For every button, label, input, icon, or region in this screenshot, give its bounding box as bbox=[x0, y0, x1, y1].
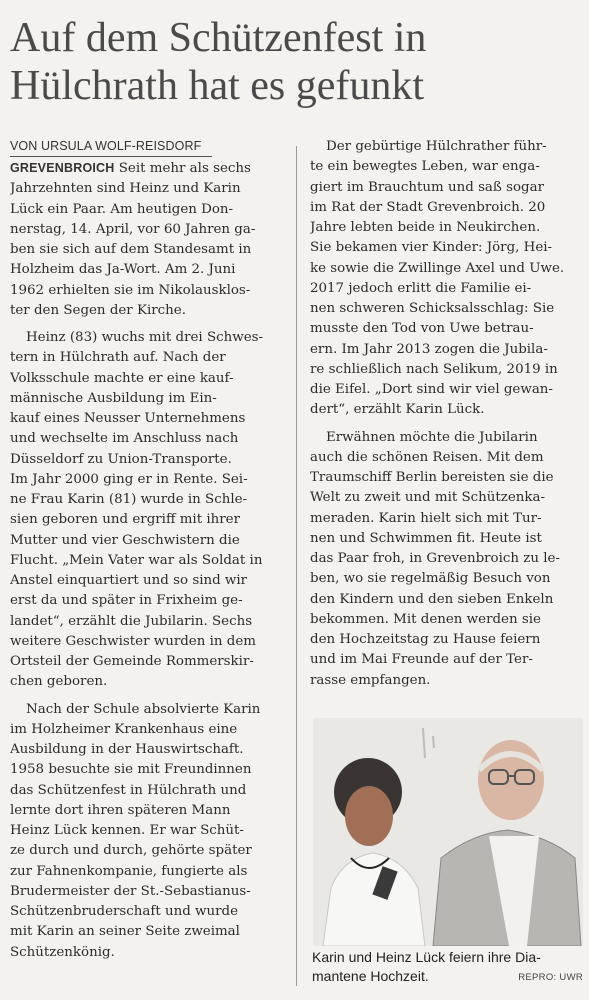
text-fragment: Seit mehr als sechs bbox=[114, 161, 251, 176]
text-line: ben, wo sie regelmäßig Besuch von bbox=[310, 571, 551, 587]
couple-photo-image bbox=[313, 718, 583, 946]
text-line: den Hochzeitstag zu Hause feiern bbox=[310, 632, 541, 647]
text-line: Lück ein Paar. Am heutigen Don- bbox=[10, 201, 234, 217]
couple-photo bbox=[313, 718, 583, 946]
right-column bbox=[310, 137, 582, 698]
text-line: das Schützenfest in Hülchrath und bbox=[10, 782, 247, 798]
text-line: Holzheim das Ja-Wort. Am 2. Juni bbox=[10, 262, 236, 278]
text-line: Heinz Lück kennen. Er war Schüt- bbox=[10, 823, 244, 838]
text-line: dert“, erzählt Karin Lück. bbox=[310, 402, 485, 418]
text-line: ter den Segen der Kirche. bbox=[10, 302, 186, 318]
text-line: Sie bekamen vier Kinder: Jörg, Hei- bbox=[310, 240, 553, 256]
text-line: Flucht. „Mein Vater war als Soldat in bbox=[10, 552, 263, 568]
text-line: lernte dort ihren späteren Mann bbox=[10, 802, 231, 818]
text-line: Schützenbruderschaft und wurde bbox=[10, 904, 239, 919]
text-line: nen schweren Schicksalsschlag: Sie bbox=[310, 301, 555, 316]
text-line: die Eifel. „Dort sind wir viel gewan- bbox=[310, 382, 553, 397]
text-line: sien geboren und ergriff mit ihrer bbox=[10, 512, 240, 528]
text-line: ke sowie die Zwillinge Axel und Uwe. bbox=[310, 260, 565, 276]
text-line: Anstel einquartiert und so sind wir bbox=[10, 573, 248, 588]
text-line: 1962 erhielten sie im Nikolausklos- bbox=[10, 282, 251, 298]
text-line: Mutter und vier Geschwistern die bbox=[10, 532, 240, 548]
text-line: Volksschule machte er eine kauf- bbox=[10, 370, 234, 386]
text-line: Ausbildung in der Hauswirtschaft. bbox=[10, 742, 244, 757]
text-line: und im Mai Freunde auf der Ter- bbox=[310, 652, 533, 668]
text-line: erst da und später in Frixheim ge- bbox=[10, 593, 243, 609]
text-line: meraden. Karin hielt sich mit Tur- bbox=[310, 510, 542, 526]
text-line: ne Frau Karin (81) wurde in Schle- bbox=[10, 492, 248, 507]
text-line: nen und Schwimmen fit. Heute ist bbox=[310, 530, 542, 546]
text-line: Nach der Schule absolvierte Karin bbox=[26, 701, 261, 717]
text-line: Jahre lebten beide in Neukirchen. bbox=[310, 220, 541, 235]
headline-line: Hülchrath hat es gefunkt bbox=[10, 63, 425, 109]
text-line: Ortsteil der Gemeinde Rommerskir- bbox=[10, 654, 254, 669]
text-line: chen geboren. bbox=[10, 674, 108, 690]
text-line: giert im Brauchtum und saß sogar bbox=[310, 179, 545, 195]
text-line: rasse empfangen. bbox=[310, 672, 431, 688]
text-line: auch die schönen Reisen. Mit dem bbox=[310, 449, 544, 465]
text-line: landet“, erzählt die Jubilarin. Sechs bbox=[10, 613, 253, 629]
text-line: kauf eines Neusser Unternehmens bbox=[10, 411, 246, 426]
text-line: Schützenkönig. bbox=[10, 944, 115, 960]
paragraph bbox=[10, 158, 282, 321]
text-line: und wechselte im Anschluss nach bbox=[10, 431, 239, 447]
text-line: im Holzheimer Krankenhaus eine bbox=[10, 721, 238, 737]
paragraph bbox=[10, 328, 282, 693]
text-line: tern in Hülchrath auf. Nach der bbox=[10, 350, 226, 366]
text-line: weitere Geschwister wurden in dem bbox=[10, 633, 256, 649]
text-line: das Paar froh, in Grevenbroich zu le- bbox=[310, 551, 560, 566]
text-line: Im Jahr 2000 ging er in Rente. Sei- bbox=[10, 471, 248, 487]
text-line: ern. Im Jahr 2013 zogen die Jubila- bbox=[310, 341, 548, 357]
headline-line: Auf dem Schützenfest in bbox=[10, 15, 427, 61]
caption-line: Karin und Heinz Lück feiern ihre Dia- bbox=[312, 949, 541, 965]
paragraph bbox=[310, 428, 582, 691]
paragraph bbox=[10, 700, 282, 963]
text-line: mit Karin an seiner Seite zweimal bbox=[10, 924, 240, 940]
headline bbox=[10, 14, 580, 110]
caption-line: mantene Hochzeit. bbox=[312, 968, 429, 984]
text-line: den Kindern und den sieben Enkeln bbox=[310, 591, 554, 607]
dateline: GREVENBROICH bbox=[10, 161, 115, 175]
text-line: te ein bewegtes Leben, war enga- bbox=[310, 159, 540, 175]
text-line: zur Fahnenkompanie, fungierte als bbox=[10, 863, 248, 879]
text-line: im Rat der Stadt Grevenbroich. 20 bbox=[310, 199, 546, 215]
text-line: Heinz (83) wuchs mit drei Schwes- bbox=[26, 330, 264, 345]
text-line: Erwähnen möchte die Jubilarin bbox=[326, 429, 538, 445]
text-line: bekommen. Mit denen werden sie bbox=[310, 611, 541, 627]
text-line: Jahrzehnten sind Heinz und Karin bbox=[10, 181, 241, 197]
text-line: Traumschiff Berlin bereisten sie die bbox=[310, 470, 554, 485]
text-line: männische Ausbildung im Ein- bbox=[10, 390, 217, 406]
left-column bbox=[10, 158, 282, 970]
text-line bbox=[10, 158, 282, 179]
photo-credit: REPRO: UWR bbox=[518, 972, 583, 983]
text-line: ze durch und durch, gehörte später bbox=[10, 843, 252, 859]
text-line: Brudermeister der St.-Sebastianus- bbox=[10, 883, 251, 899]
text-line: re schließlich nach Selikum, 2019 in bbox=[310, 361, 558, 377]
paragraph bbox=[310, 137, 582, 421]
text-line: 1958 besuchte sie mit Freundinnen bbox=[10, 762, 252, 778]
text-line: Düsseldorf zu Union-Transporte. bbox=[10, 451, 232, 467]
column-divider bbox=[296, 146, 297, 986]
text-line: Welt zu zweit und mit Schützenka- bbox=[310, 490, 546, 506]
text-line: ben sie sich auf dem Standesamt in bbox=[10, 242, 252, 257]
text-line: 2017 jedoch erlitt die Familie ei- bbox=[310, 280, 532, 296]
text-line: musste den Tod von Uwe betrau- bbox=[310, 321, 534, 337]
text-line: nerstag, 14. April, vor 60 Jahren ga- bbox=[10, 221, 256, 237]
byline: VON URSULA WOLF-REISDORF bbox=[10, 139, 212, 157]
text-line: Der gebürtige Hülchrather führ- bbox=[326, 139, 547, 154]
